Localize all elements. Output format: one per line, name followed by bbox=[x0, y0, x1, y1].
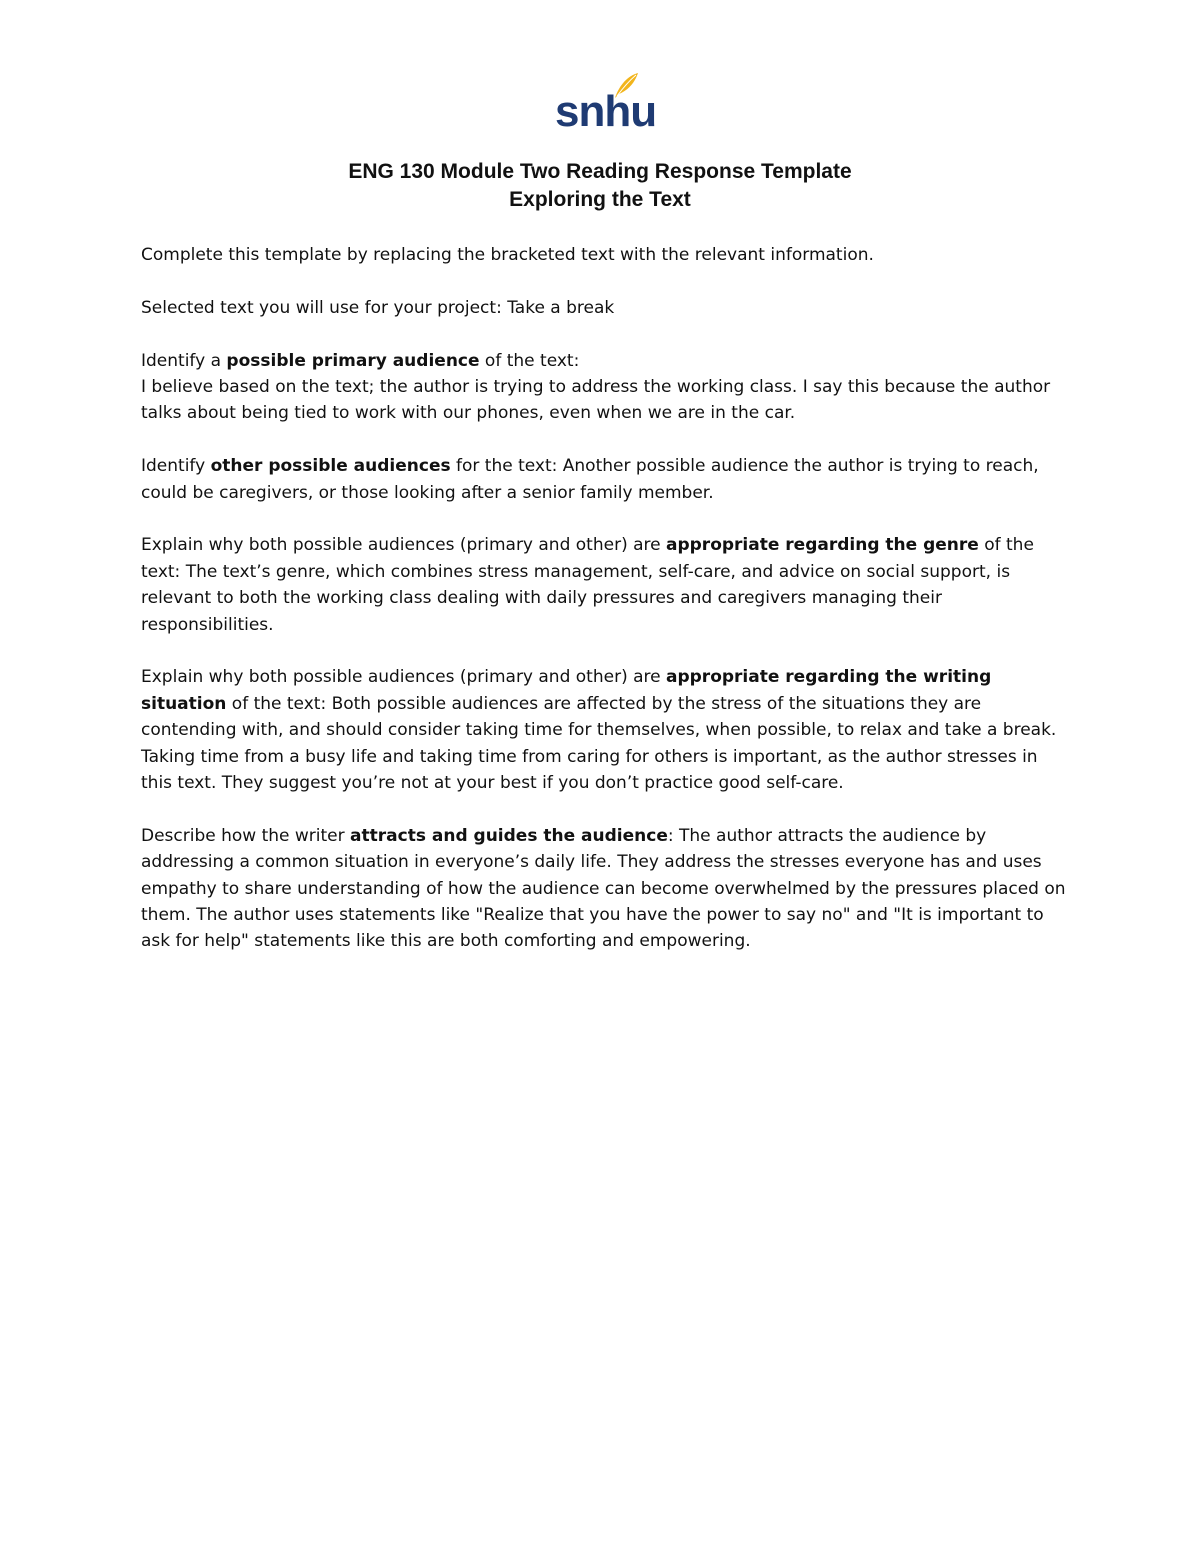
genre-suffix: of the text: bbox=[141, 535, 1034, 582]
attracts-guides-answer: The author attracts the audience by addressing a common situation in everyone’s daily life. They address the stresses everyone has and uses empathy to share understanding of how the audience can become overwhelmed by the pressures placed on them. The author uses statements like "Realize that you have the power to say no" and "It is important to ask for help" statements like this are both comforting and empowering. bbox=[141, 825, 1066, 952]
attracts-guides-suffix: : bbox=[667, 825, 679, 846]
primary-audience-paragraph bbox=[141, 348, 1066, 427]
genre-prefix: Explain why both possible audiences (primary and other) are bbox=[141, 535, 666, 556]
primary-audience-suffix: of the text: bbox=[479, 350, 580, 371]
logo-wordmark: snhu bbox=[555, 87, 657, 136]
other-audiences-paragraph bbox=[141, 453, 1066, 506]
genre-emphasis: appropriate regarding the genre bbox=[666, 535, 979, 556]
snhu-logo bbox=[555, 72, 657, 136]
writing-situation-suffix: of the text: bbox=[226, 693, 332, 714]
document-body bbox=[141, 242, 1066, 981]
other-audiences-answer: Another possible audience the author is trying to reach, could be caregivers, or those looking after a senior family member. bbox=[141, 456, 1039, 503]
selected-text-paragraph bbox=[141, 295, 1066, 321]
primary-audience-prefix: Identify a bbox=[141, 350, 227, 371]
attracts-guides-prefix: Describe how the writer bbox=[141, 825, 351, 846]
other-audiences-emphasis: other possible audiences bbox=[210, 456, 451, 477]
instructions-text: Complete this template by replacing the bracketed text with the relevant information. bbox=[141, 245, 874, 265]
other-audiences-suffix: for the text: bbox=[450, 456, 563, 477]
writing-situation-prefix: Explain why both possible audiences (primary and other) are bbox=[141, 667, 666, 688]
writing-situation-answer: Both possible audiences are affected by the stress of the situations they are contending with, and should consider taking time for themselves, when possible, to relax and take a break. Taking time from a busy life and taking time from caring for others is important, as the author stresses in this text. They suggest you’re not at your best if you don’t practice good self-care. bbox=[141, 693, 1057, 794]
page-title: ENG 130 Module Two Reading Response Template bbox=[348, 160, 852, 183]
attracts-guides-paragraph bbox=[141, 823, 1066, 955]
primary-audience-emphasis: possible primary audience bbox=[226, 350, 480, 371]
genre-paragraph bbox=[141, 532, 1066, 638]
attracts-guides-emphasis: attracts and guides the audience bbox=[350, 825, 668, 846]
page-subtitle: Exploring the Text bbox=[509, 188, 691, 211]
writing-situation-emphasis: appropriate regarding the writing situation bbox=[141, 667, 992, 714]
selected-text-value: Take a break bbox=[507, 297, 615, 318]
other-audiences-prefix: Identify bbox=[141, 456, 211, 477]
writing-situation-paragraph bbox=[141, 664, 1066, 796]
title-block bbox=[0, 158, 1200, 214]
selected-text-label: Selected text you will use for your project: bbox=[141, 297, 508, 318]
instructions-paragraph bbox=[141, 242, 1066, 268]
genre-answer: The text’s genre, which combines stress management, self-care, and advice on social support, is relevant to both the working class dealing with daily pressures and caregivers managing their responsibilities. bbox=[141, 561, 1011, 635]
primary-audience-answer: I believe based on the text; the author is trying to address the working class. I say this because the author talks about being tied to work with our phones, even when we are in the car. bbox=[141, 377, 1051, 424]
